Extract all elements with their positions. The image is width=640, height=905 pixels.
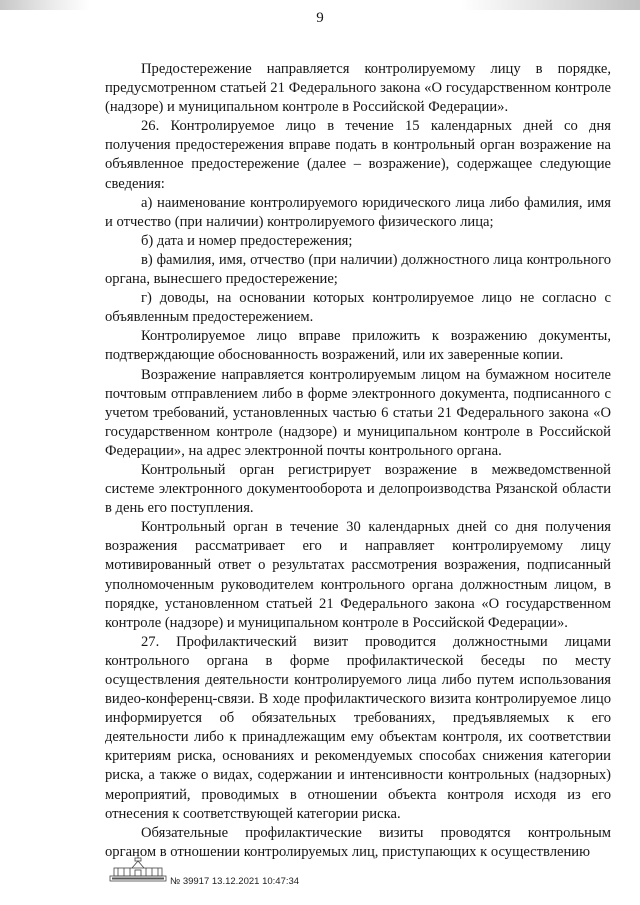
list-item: в) фамилия, имя, отчество (при наличии) должностного лица контрольного органа, вынесшего предостережение; [105, 251, 611, 288]
list-item: б) дата и номер предостережения; [141, 232, 353, 249]
paragraph: Предостережение направляется контролируемому лицу в порядке, предусмотренном статьей 21 Федерального закона «О государственном контроле (надзоре) и муниципальном контроле в Российской Федерации». [105, 61, 611, 116]
paragraph: 26. Контролируемое лицо в течение 15 календарных дней со дня получения предостережения вправе подать в контрольный орган возражение на объявленное предостережение (далее – возражение), содержащее следующие сведения: [105, 118, 611, 192]
paragraph: Возражение направляется контролируемым лицом на бумажном носителе почтовым отправлением либо в форме электронного документа, подписанного с учетом требований, установленных частью 6 статьи 21 Федерального закона «О государственном контроле (надзоре) и муниципальном контроле в Российской Федерации», на адрес электронной почты контрольного органа. [105, 366, 611, 459]
page-number: 9 [316, 10, 324, 26]
paragraph: Контролируемое лицо вправе приложить к возражению документы, подтверждающие обоснованность возражений, или их заверенные копии. [105, 328, 611, 364]
registration-number: № 39917 13.12.2021 10:47:34 [170, 876, 300, 887]
document-footer [108, 856, 368, 896]
government-building-stamp-icon [108, 856, 168, 884]
list-item: г) доводы, на основании которых контролируемое лицо не согласно с объявленным предостережением. [105, 290, 611, 326]
scan-edge-artifact [0, 0, 640, 10]
paragraph: 27. Профилактический визит проводится должностными лицами контрольного органа в форме профилактической беседы по месту осуществления деятельности контролируемого лица либо путем использования видео-конференц-связи. В ходе профилактического визита контролируемое лицо информируется об обязательных требованиях, предъявляемых к его деятельности либо к принадлежащим ему объектам контроля, их соответствии критериям риска, основаниях и рекомендуемых способах снижения категории риска, а также о видах, содержании и интенсивности контрольных (надзорных) мероприятий, проводимых в отношении объекта контроля исходя из его отнесения к соответствующей категории риска. [105, 633, 611, 822]
paragraph: Контрольный орган в течение 30 календарных дней со дня получения возражения рассматривает его и направляет контролируемому лицу мотивированный ответ о результатах рассмотрения возражения, подписанный уполномоченным руководителем контрольного органа должностным лицом, в порядке, установленном статьей 21 Федерального закона «О государственном контроле (надзоре) и муниципальном контроле в Российской Федерации». [105, 519, 611, 631]
paragraph: Контрольный орган регистрирует возражение в межведомственной системе электронного документооборота и делопроизводства Рязанской области в день его поступления. [105, 461, 611, 517]
list-item: а) наименование контролируемого юридического лица либо фамилия, имя и отчество (при наличии) контролируемого физического лица; [105, 194, 611, 230]
paragraph: Обязательные профилактические визиты проводятся контрольным органом в отношении контролируемых лиц, приступающих к осуществлению [105, 824, 611, 860]
document-body [105, 60, 611, 862]
